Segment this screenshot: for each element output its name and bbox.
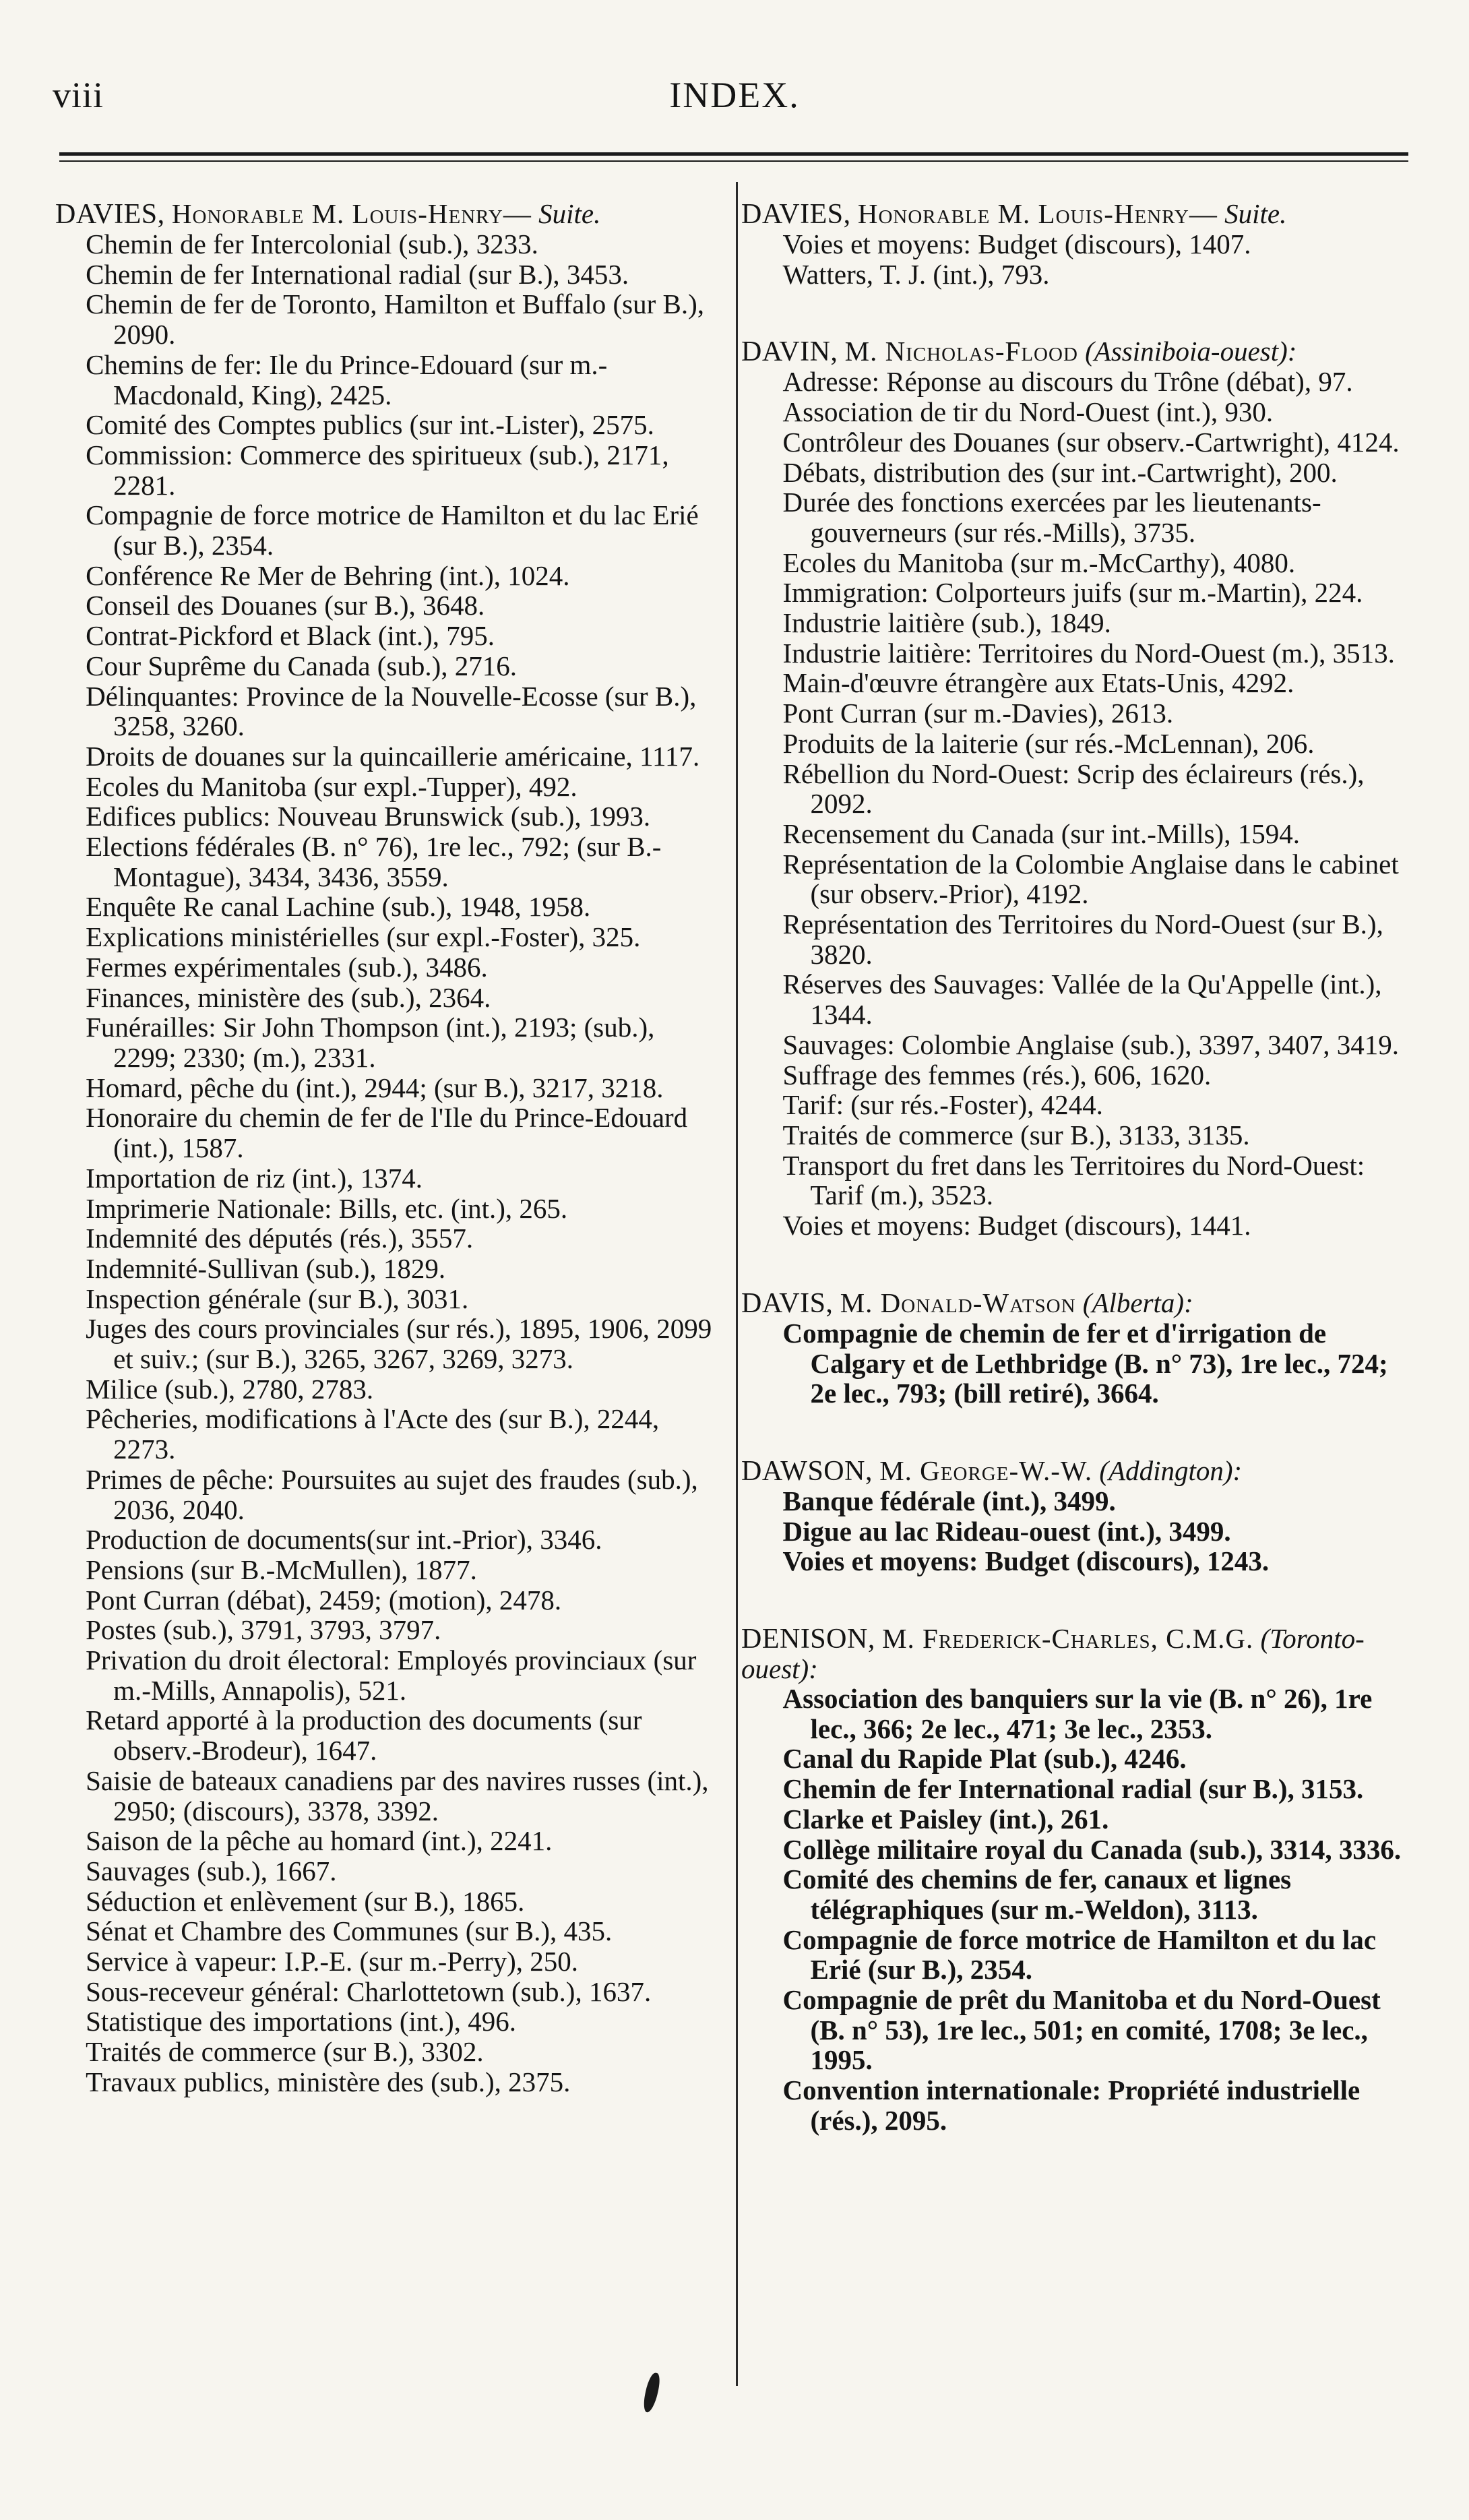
entry-surname: DAVIES, [741, 199, 851, 230]
index-entry [741, 1288, 1408, 1409]
entry-name: M. Donald-Watson [840, 1287, 1076, 1318]
index-subentry: Imprimerie Nationale: Bills, etc. (int.), 265. [86, 1192, 568, 1224]
index-subentry: Débats, distribution des (sur int.-Cartwright), 200. [782, 456, 1338, 488]
entry-riding: Suite. [1224, 198, 1287, 229]
index-entry [741, 1624, 1408, 2136]
entry-heading [741, 1456, 1408, 1486]
entry-heading [741, 199, 1408, 229]
index-entry [741, 336, 1408, 1240]
index-subentry: Elections fédérales (B. n° 76), 1re lec., 792; (sur B.-Montague), 3434, 3436, 3559. [86, 831, 662, 892]
index-subentry: Indemnité des députés (rés.), 3557. [86, 1223, 474, 1254]
index-subentry: Compagnie de force motrice de Hamilton et du lac Erié (sur B.), 2354. [86, 499, 699, 561]
header-rule-thin [59, 160, 1408, 162]
entry-heading [741, 336, 1408, 367]
index-subentry: Compagnie de force motrice de Hamilton et du lac Erié (sur B.), 2354. [782, 1924, 1377, 1986]
entry-heading [741, 1624, 1408, 1684]
index-subentry: Travaux publics, ministère des (sub.), 2375. [86, 2066, 571, 2097]
index-subentry: Service à vapeur: I.P.-E. (sur m.-Perry), 250. [86, 1946, 579, 1977]
index-subentry: Juges des cours provinciales (sur rés.), 1895, 1906, 2099 et suiv.; (sur B.), 3265, 3267, 3269, 3273. [86, 1313, 712, 1375]
index-subentry: Chemin de fer International radial (sur B.), 3153. [782, 1773, 1364, 1805]
entry-name: Honorable M. Louis-Henry— [857, 198, 1218, 229]
index-entry [741, 199, 1408, 289]
index-subentry: Pont Curran (sur m.-Davies), 2613. [782, 698, 1174, 729]
index-subentry: Délinquantes: Province de la Nouvelle-Ecosse (sur B.), 3258, 3260. [86, 680, 697, 742]
entry-riding: (Assiniboia-ouest): [1085, 336, 1297, 367]
index-subentry: Chemin de fer International radial (sur B.), 3453. [86, 258, 629, 290]
entry-heading [55, 199, 719, 229]
index-subentry: Main-d'œuvre étrangère aux Etats-Unis, 4292. [782, 667, 1294, 699]
index-subentry: Association de tir du Nord-Ouest (int.), 930. [782, 396, 1274, 428]
index-subentry: Saisie de bateaux canadiens par des navires russes (int.), 2950; (discours), 3378, 3392. [86, 1764, 709, 1826]
index-subentry: Finances, ministère des (sub.), 2364. [86, 981, 491, 1013]
index-subentry: Statistique des importations (int.), 496. [86, 2006, 516, 2037]
index-subentry: Comité des Comptes publics (sur int.-Lister), 2575. [86, 409, 654, 441]
index-subentry: Ecoles du Manitoba (sur expl.-Tupper), 492. [86, 770, 577, 802]
ink-mark [642, 2372, 662, 2414]
index-subentry: Adresse: Réponse au discours du Trône (débat), 97. [782, 366, 1353, 398]
index-subentry: Collège militaire royal du Canada (sub.), 3314, 3336. [782, 1833, 1402, 1865]
index-subentry: Pont Curran (débat), 2459; (motion), 2478. [86, 1584, 562, 1616]
entry-surname: DAVIES, [55, 199, 165, 230]
index-subentry: Sous-receveur général: Charlottetown (sub.), 1637. [86, 1975, 652, 2007]
index-subentry: Clarke et Paisley (int.), 261. [782, 1803, 1109, 1835]
index-subentry: Cour Suprême du Canada (sub.), 2716. [86, 650, 518, 681]
index-subentry: Digue au lac Rideau-ouest (int.), 3499. [782, 1515, 1231, 1547]
index-subentry: Représentation de la Colombie Anglaise dans le cabinet (sur observ.-Prior), 4192. [782, 848, 1399, 910]
left-column [55, 199, 719, 2101]
index-subentry: Watters, T. J. (int.), 793. [782, 258, 1050, 290]
index-subentry: Sénat et Chambre des Communes (sur B.), 435. [86, 1915, 613, 1947]
entry-surname: DAWSON, [741, 1455, 873, 1487]
index-subentry: Réserves des Sauvages: Vallée de la Qu'Appelle (int.), 1344. [782, 969, 1382, 1031]
index-subentry: Edifices publics: Nouveau Brunswick (sub.), 1993. [86, 801, 651, 832]
index-subentry: Production de documents(sur int.-Prior), 3346. [86, 1524, 602, 1556]
entry-surname: DAVIN, [741, 336, 838, 368]
index-subentry: Milice (sub.), 2780, 2783. [86, 1373, 374, 1405]
index-subentry: Voies et moyens: Budget (discours), 1243. [782, 1545, 1270, 1577]
index-subentry: Honoraire du chemin de fer de l'Ile du Prince-Edouard (int.), 1587. [86, 1102, 688, 1164]
index-subentry: Recensement du Canada (sur int.-Mills), 1594. [782, 818, 1300, 849]
entry-riding: Suite. [538, 198, 601, 229]
entry-riding: (Addington): [1099, 1454, 1243, 1486]
index-subentry: Association des banquiers sur la vie (B. n° 26), 1re lec., 366; 2e lec., 471; 3e lec., 2353. [782, 1683, 1373, 1744]
index-subentry: Voies et moyens: Budget (discours), 1407. [782, 228, 1251, 259]
entry-riding: (Toronto-ouest): [741, 1623, 1365, 1685]
index-subentry: Indemnité-Sullivan (sub.), 1829. [86, 1252, 446, 1284]
index-subentry: Voies et moyens: Budget (discours), 1441. [782, 1210, 1251, 1241]
index-subentry: Retard apporté à la production des documents (sur observ.-Brodeur), 1647. [86, 1704, 642, 1766]
index-subentry: Pensions (sur B.-McMullen), 1877. [86, 1554, 477, 1585]
index-subentry: Traités de commerce (sur B.), 3302. [86, 2036, 484, 2068]
index-subentry: Ecoles du Manitoba (sur m.-McCarthy), 4080. [782, 547, 1296, 578]
index-subentry: Canal du Rapide Plat (sub.), 4246. [782, 1743, 1187, 1775]
index-entry [741, 1456, 1408, 1576]
index-subentry: Contrat-Pickford et Black (int.), 795. [86, 620, 495, 652]
index-subentry: Durée des fonctions exercées par les lieutenants-gouverneurs (sur rés.-Mills), 3735. [782, 487, 1321, 548]
index-subentry: Contrôleur des Douanes (sur observ.-Cartwright), 4124. [782, 426, 1400, 458]
entry-riding: (Alberta): [1082, 1287, 1193, 1318]
index-subentry: Funérailles: Sir John Thompson (int.), 2193; (sub.), 2299; 2330; (m.), 2331. [86, 1012, 655, 1073]
index-subentry: Saison de la pêche au homard (int.), 2241. [86, 1825, 553, 1857]
index-subentry: Conférence Re Mer de Behring (int.), 1024. [86, 559, 570, 591]
index-subentry: Tarif: (sur rés.-Foster), 4244. [782, 1089, 1103, 1121]
index-subentry: Droits de douanes sur la quincaillerie américaine, 1117. [86, 740, 700, 772]
index-subentry: Homard, pêche du (int.), 2944; (sur B.), 3217, 3218. [86, 1072, 664, 1103]
index-subentry: Sauvages: Colombie Anglaise (sub.), 3397, 3407, 3419. [782, 1028, 1399, 1060]
index-subentry: Industrie laitière (sub.), 1849. [782, 607, 1111, 639]
entry-surname: DAVIS, [741, 1287, 834, 1319]
index-subentry: Rébellion du Nord-Ouest: Scrip des éclaireurs (rés.), 2092. [782, 758, 1365, 820]
index-subentry: Banque fédérale (int.), 3499. [782, 1485, 1116, 1516]
entry-surname: DENISON, [741, 1624, 875, 1655]
index-subentry: Chemin de fer Intercolonial (sub.), 3233. [86, 228, 538, 259]
column-divider [736, 182, 738, 2386]
index-subentry: Primes de pêche: Poursuites au sujet des fraudes (sub.), 2036, 2040. [86, 1463, 698, 1525]
index-subentry: Immigration: Colporteurs juifs (sur m.-Martin), 224. [782, 577, 1363, 609]
index-subentry: Conseil des Douanes (sur B.), 3648. [86, 590, 485, 621]
index-subentry: Postes (sub.), 3791, 3793, 3797. [86, 1614, 441, 1646]
index-subentry: Comité des chemins de fer, canaux et lignes télégraphiques (sur m.-Weldon), 3113. [782, 1864, 1292, 1925]
index-subentry: Séduction et enlèvement (sur B.), 1865. [86, 1885, 525, 1917]
entry-name: M. George-W.-W. [879, 1454, 1093, 1486]
index-subentry: Importation de riz (int.), 1374. [86, 1162, 423, 1194]
right-column [741, 199, 1408, 2140]
index-subentry: Inspection générale (sur B.), 3031. [86, 1283, 469, 1314]
index-subentry: Explications ministérielles (sur expl.-Foster), 325. [86, 921, 641, 953]
index-subentry: Compagnie de chemin de fer et d'irrigation de Calgary et de Lethbridge (B. n° 73), 1re lec., 724; 2e lec., 793; (bill retiré), 3664. [782, 1317, 1388, 1409]
index-subentry: Fermes expérimentales (sub.), 3486. [86, 951, 488, 983]
index-subentry: Enquête Re canal Lachine (sub.), 1948, 1958. [86, 891, 591, 923]
index-subentry: Chemin de fer de Toronto, Hamilton et Buffalo (sur B.), 2090. [86, 288, 705, 350]
index-subentry: Représentation des Territoires du Nord-Ouest (sur B.), 3820. [782, 909, 1383, 970]
index-subentry: Commission: Commerce des spiritueux (sub.), 2171, 2281. [86, 439, 669, 501]
index-entry [55, 199, 719, 2097]
header-rule [59, 152, 1408, 156]
entry-heading [741, 1288, 1408, 1318]
index-subentry: Pêcheries, modifications à l'Acte des (sur B.), 2244, 2273. [86, 1403, 660, 1465]
entry-name: Honorable M. Louis-Henry— [171, 198, 532, 229]
index-subentry: Compagnie de prêt du Manitoba et du Nord-Ouest (B. n° 53), 1re lec., 501; en comité, 1708; 3e lec., 1995. [782, 1984, 1381, 2076]
index-subentry: Produits de la laiterie (sur rés.-McLennan), 206. [782, 727, 1315, 759]
entry-name: M. Nicholas-Flood [844, 336, 1078, 367]
index-subentry: Chemins de fer: Ile du Prince-Edouard (sur m.-Macdonald, King), 2425. [86, 348, 608, 410]
index-subentry: Traités de commerce (sur B.), 3133, 3135. [782, 1119, 1250, 1150]
index-subentry: Suffrage des femmes (rés.), 606, 1620. [782, 1059, 1212, 1090]
page-title: INDEX. [669, 75, 800, 115]
index-subentry: Transport du fret dans les Territoires du Nord-Ouest: Tarif (m.), 3523. [782, 1149, 1365, 1211]
index-subentry: Sauvages (sub.), 1667. [86, 1855, 337, 1886]
entry-name: M. Frederick-Charles, C.M.G. [882, 1623, 1254, 1655]
index-subentry: Convention internationale: Propriété industrielle (rés.), 2095. [782, 2075, 1361, 2136]
index-subentry: Privation du droit électoral: Employés provinciaux (sur m.-Mills, Annapolis), 521. [86, 1645, 697, 1706]
page-number: viii [53, 75, 104, 115]
index-subentry: Industrie laitière: Territoires du Nord-Ouest (m.), 3513. [782, 637, 1395, 669]
